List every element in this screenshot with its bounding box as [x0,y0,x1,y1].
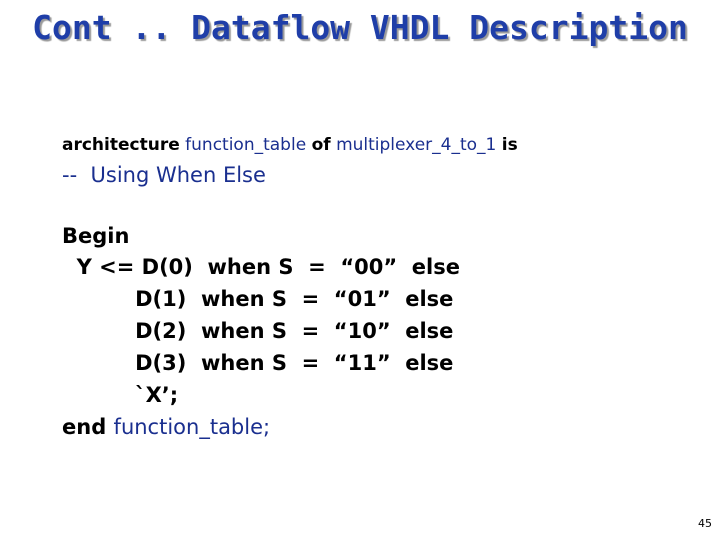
architecture-name: function_table [185,135,307,155]
page-number: 45 [698,517,712,530]
code-line-begin: Begin [62,224,130,248]
architecture-declaration [62,135,518,155]
code-line-1: Y <= D(0) when S = “00” else [62,255,460,279]
keyword-end: end [62,415,107,439]
keyword-is: is [501,135,518,155]
code-line-3: D(2) when S = “10” else [62,319,454,343]
keyword-of: of [311,135,331,155]
slide-title: Cont .. Dataflow VHDL Description [32,8,688,47]
end-architecture-name: function_table; [113,415,271,439]
code-line-end [62,415,270,439]
code-line-4: D(3) when S = “11” else [62,351,454,375]
code-line-2: D(1) when S = “01” else [62,287,454,311]
keyword-architecture: architecture [62,135,180,155]
code-comment: -- Using When Else [62,163,266,187]
code-line-5: `X’; [62,383,179,407]
entity-name: multiplexer_4_to_1 [336,135,497,155]
